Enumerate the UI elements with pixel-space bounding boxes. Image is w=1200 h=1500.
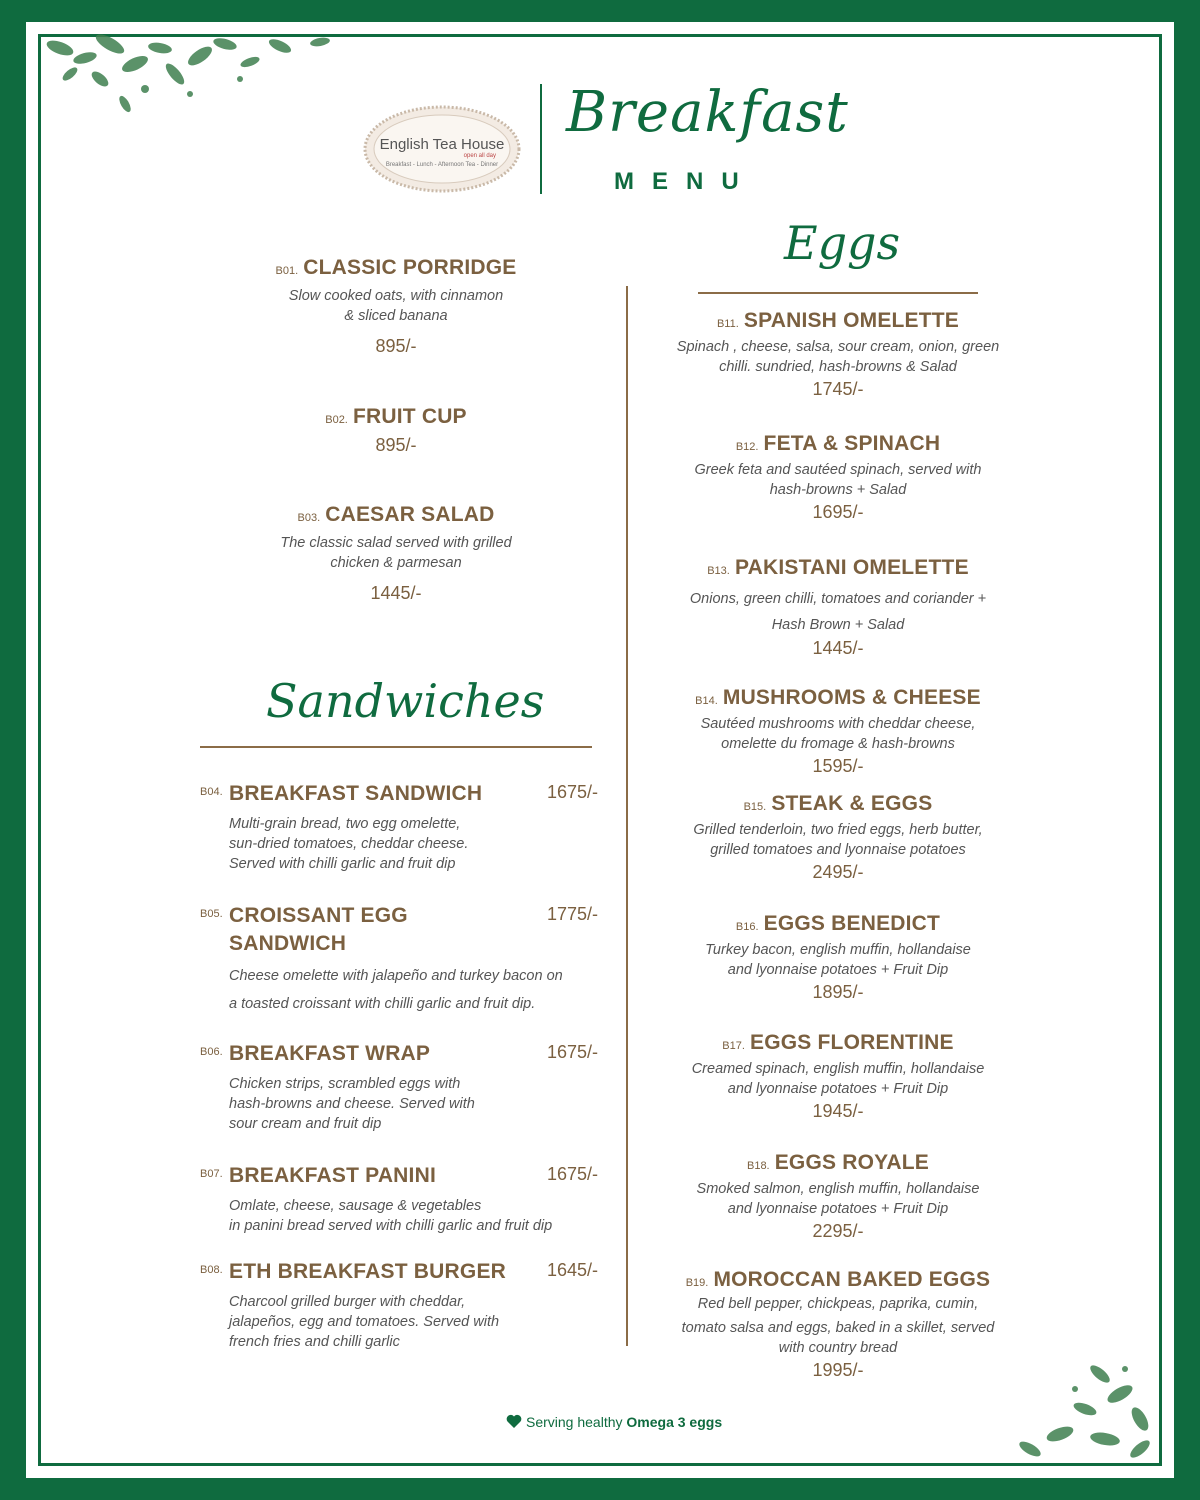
item-price: 1695/- xyxy=(812,502,864,522)
item-price: 895/- xyxy=(375,435,417,455)
item-description: hash-browns and cheese. Served with xyxy=(229,1096,475,1112)
item-price: 1445/- xyxy=(370,583,422,603)
english-tea-house-logo xyxy=(362,104,522,194)
item-description: a toasted croissant with chilli garlic and fruit dip. xyxy=(229,996,536,1012)
item-code: B07. xyxy=(200,1168,223,1180)
item-description: Hash Brown + Salad xyxy=(771,617,905,633)
item-description: and lyonnaise potatoes + Fruit Dip xyxy=(727,1081,949,1097)
item-description: & sliced banana xyxy=(344,308,448,324)
section-rule-sandwiches xyxy=(200,746,592,748)
foliage-decoration-top-left xyxy=(40,34,370,134)
item-code: B02. xyxy=(325,414,348,426)
heart-icon xyxy=(506,1414,522,1429)
footer-text: Serving healthy xyxy=(526,1414,627,1430)
item-description: in panini bread served with chilli garlic and fruit dip xyxy=(229,1218,553,1234)
item-code: B14. xyxy=(695,695,718,707)
item-price: 1675/- xyxy=(546,1164,598,1184)
item-price: 2495/- xyxy=(812,862,864,882)
item-name: PAKISTANI OMELETTE xyxy=(734,556,969,579)
item-code: B03. xyxy=(297,512,321,524)
item-code: B08. xyxy=(200,1264,223,1276)
item-name: BREAKFAST SANDWICH xyxy=(229,782,483,805)
footer-highlight: Omega 3 eggs xyxy=(626,1414,723,1430)
item-name: EGGS ROYALE xyxy=(774,1151,930,1174)
menu-subtitle: MENU xyxy=(614,168,757,195)
item-description: Greek feta and sautéed spinach, served with xyxy=(694,462,982,478)
item-name: BREAKFAST PANINI xyxy=(229,1164,436,1187)
item-name: FRUIT CUP xyxy=(352,405,467,428)
item-price: 1775/- xyxy=(546,904,598,924)
item-description: Spinach , cheese, salsa, sour cream, onion, green xyxy=(676,339,1000,355)
item-name: SANDWICH xyxy=(229,932,347,955)
item-name: EGGS FLORENTINE xyxy=(750,1031,954,1054)
item-code: B12. xyxy=(735,441,759,453)
item-description: Multi-grain bread, two egg omelette, xyxy=(229,816,461,832)
item-code: B16. xyxy=(735,921,759,933)
section-rule-eggs xyxy=(698,292,978,294)
item-description: grilled tomatoes and lyonnaise potatoes xyxy=(710,842,966,858)
item-name: FETA & SPINACH xyxy=(763,432,941,455)
item-description: omelette du fromage & hash-browns xyxy=(721,736,955,752)
item-price: 1745/- xyxy=(812,379,864,399)
logo-title: English Tea House xyxy=(379,136,505,153)
menu-item-b01 xyxy=(226,256,566,357)
item-description: Grilled tenderloin, two fried eggs, herb butter, xyxy=(693,822,983,838)
item-code: B19. xyxy=(685,1277,709,1289)
item-description: jalapeños, egg and tomatoes. Served with xyxy=(229,1314,500,1330)
menu-title: Breakfast xyxy=(566,80,849,145)
menu-item-b19 xyxy=(638,1268,1038,1381)
item-price: 1645/- xyxy=(546,1260,598,1280)
menu-item-b11 xyxy=(638,309,1038,400)
item-description: sour cream and fruit dip xyxy=(229,1116,382,1132)
item-name: MOROCCAN BAKED EGGS xyxy=(713,1268,991,1291)
item-price: 1675/- xyxy=(546,1042,598,1062)
item-name: SPANISH OMELETTE xyxy=(743,309,960,332)
menu-item-b04 xyxy=(200,780,598,890)
logo-tagline: open all day xyxy=(463,153,496,159)
item-price: 895/- xyxy=(375,336,417,356)
logo-subtitle: Breakfast - Lunch - Afternoon Tea - Dinner xyxy=(385,162,499,168)
item-description: Slow cooked oats, with cinnamon xyxy=(288,288,504,304)
item-description: Charcool grilled burger with cheddar, xyxy=(229,1294,466,1310)
item-name: ETH BREAKFAST BURGER xyxy=(229,1260,507,1283)
item-description: Chicken strips, scrambled eggs with xyxy=(229,1076,461,1092)
item-name: BREAKFAST WRAP xyxy=(229,1042,431,1065)
item-code: B11. xyxy=(716,318,739,330)
item-name: STEAK & EGGS xyxy=(771,792,933,815)
menu-item-b16 xyxy=(638,912,1038,1003)
menu-item-b12 xyxy=(638,432,1038,523)
menu-item-b17 xyxy=(638,1031,1038,1122)
item-price: 1595/- xyxy=(812,756,864,776)
item-description: sun-dried tomatoes, cheddar cheese. xyxy=(229,836,469,852)
item-code: B06. xyxy=(200,1046,223,1058)
item-description: The classic salad served with grilled xyxy=(280,535,512,551)
item-description: Smoked salmon, english muffin, hollandaise xyxy=(696,1181,980,1197)
menu-item-b03 xyxy=(226,503,566,604)
item-code: B01. xyxy=(275,265,299,277)
menu-item-b02 xyxy=(226,405,566,456)
item-description: Sautéed mushrooms with cheddar cheese, xyxy=(700,716,976,732)
item-description: Red bell pepper, chickpeas, paprika, cumin, xyxy=(697,1296,979,1312)
item-price: 1895/- xyxy=(812,982,864,1002)
menu-item-b05 xyxy=(200,902,598,1022)
menu-item-b15 xyxy=(638,792,1038,883)
menu-item-b07 xyxy=(200,1162,598,1242)
item-name: EGGS BENEDICT xyxy=(763,912,941,935)
footer-note xyxy=(506,1414,722,1430)
item-description: hash-browns + Salad xyxy=(769,482,907,498)
item-name: MUSHROOMS & CHEESE xyxy=(722,686,981,709)
item-description: Turkey bacon, english muffin, hollandaise xyxy=(705,942,971,958)
item-description: Served with chilli garlic and fruit dip xyxy=(229,856,456,872)
section-title-eggs: Eggs xyxy=(784,216,901,270)
item-description: french fries and chilli garlic xyxy=(229,1334,400,1350)
item-description: chilli. sundried, hash-browns & Salad xyxy=(719,359,957,375)
item-price: 1995/- xyxy=(812,1360,864,1380)
section-title-sandwiches: Sandwiches xyxy=(266,674,545,728)
item-description: and lyonnaise potatoes + Fruit Dip xyxy=(727,962,949,978)
item-price: 2295/- xyxy=(812,1221,864,1241)
menu-item-b13 xyxy=(638,556,1038,659)
column-divider xyxy=(626,286,628,1346)
item-code: B04. xyxy=(200,786,223,798)
item-price: 1445/- xyxy=(812,638,864,658)
item-description: Cheese omelette with jalapeño and turkey bacon on xyxy=(229,968,563,984)
menu-item-b14 xyxy=(638,686,1038,777)
item-name: CROISSANT EGG xyxy=(229,904,408,927)
menu-item-b06 xyxy=(200,1040,598,1150)
item-price: 1945/- xyxy=(812,1101,864,1121)
item-description: Creamed spinach, english muffin, hollandaise xyxy=(691,1061,985,1077)
item-code: B18. xyxy=(746,1160,770,1172)
item-name: CLASSIC PORRIDGE xyxy=(303,256,517,279)
item-description: Onions, green chilli, tomatoes and coriander + xyxy=(689,591,987,607)
item-code: B15. xyxy=(743,801,767,813)
item-description: and lyonnaise potatoes + Fruit Dip xyxy=(727,1201,949,1217)
item-code: B17. xyxy=(722,1040,745,1052)
item-code: B05. xyxy=(200,908,223,920)
item-description: Omlate, cheese, sausage & vegetables xyxy=(229,1198,482,1214)
menu-page xyxy=(26,22,1174,1478)
item-code: B13. xyxy=(707,565,730,577)
item-description: tomato salsa and eggs, baked in a skillet, served xyxy=(681,1320,995,1336)
menu-item-b08 xyxy=(200,1258,598,1358)
menu-item-b18 xyxy=(638,1151,1038,1242)
item-name: CAESAR SALAD xyxy=(325,503,495,526)
header-divider xyxy=(540,84,542,194)
item-price: 1675/- xyxy=(546,782,598,802)
item-description: with country bread xyxy=(778,1340,898,1356)
item-description: chicken & parmesan xyxy=(330,555,462,571)
